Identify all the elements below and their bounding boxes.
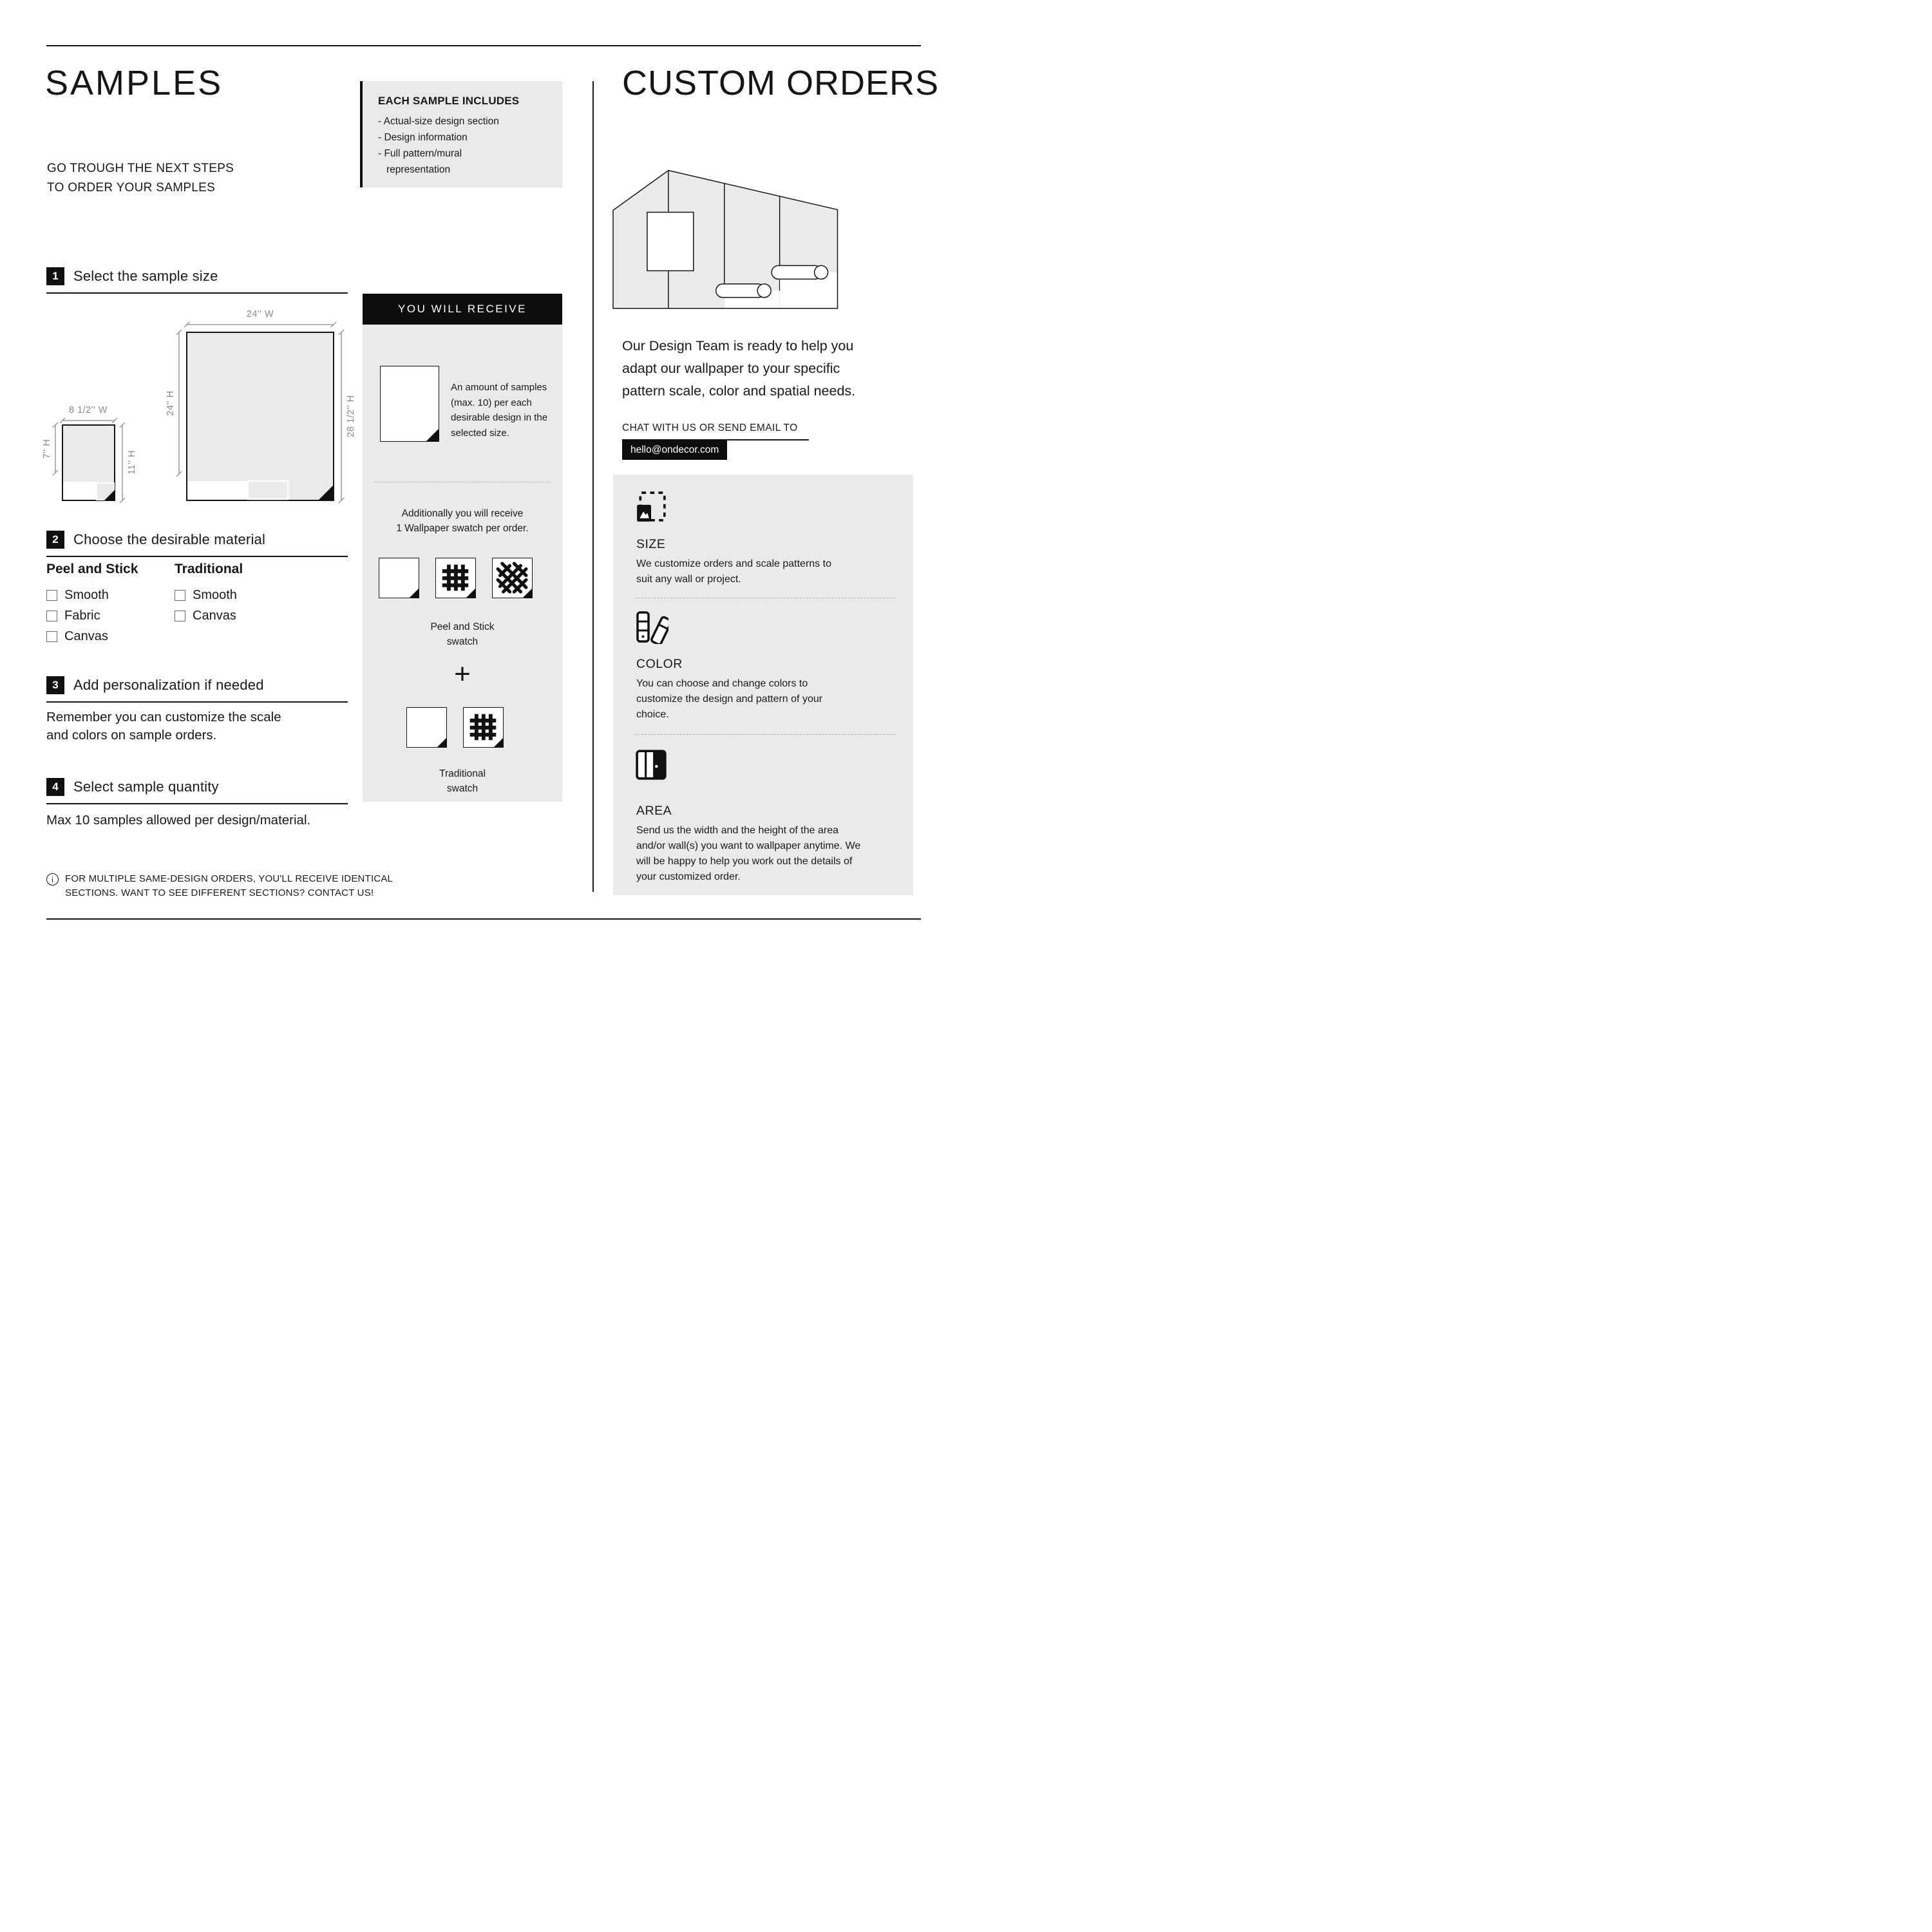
checkbox-icon[interactable] xyxy=(46,590,57,601)
feature-title-size: SIZE xyxy=(636,537,666,551)
samples-intro: GO TROUGH THE NEXT STEPS TO ORDER YOUR SAMPLES xyxy=(47,162,234,194)
material-option-peel-fabric[interactable]: Fabric xyxy=(46,605,138,626)
material-option-traditional-smooth[interactable]: Smooth xyxy=(175,585,243,605)
feature-text-color: You can choose and change colors to customize the design and pattern of your choice. xyxy=(636,678,823,720)
wallpaper-samples-brochure xyxy=(0,0,966,966)
material-column-traditional: Traditional Smooth Canvas xyxy=(175,562,243,626)
column-divider xyxy=(592,81,594,892)
peel-swatch-label: Peel and Stick swatch xyxy=(430,621,495,647)
custom-orders-title: CUSTOM ORDERS xyxy=(622,64,940,102)
step-2-header: 2 Choose the desirable material xyxy=(46,531,348,557)
swatch-grid-pattern xyxy=(463,707,504,748)
checkbox-icon[interactable] xyxy=(46,611,57,621)
feature-text-size: We customize orders and scale patterns to suit any wall or project. xyxy=(636,558,831,585)
folded-corner-icon xyxy=(409,588,419,598)
material-option-peel-canvas[interactable]: Canvas xyxy=(46,626,138,647)
footer-note: i FOR MULTIPLE SAME-DESIGN ORDERS, YOU'LL RECEIVE IDENTICAL SECTIONS. WANT TO SEE DIFFERENT SECTIONS? CONTACT US! xyxy=(46,872,393,900)
house-wallpaper-illustration xyxy=(612,161,839,309)
folded-corner-icon xyxy=(466,588,476,598)
svg-text:8 1/2'' W: 8 1/2'' W xyxy=(68,405,108,415)
info-icon: i xyxy=(46,873,59,886)
swatch-crosshatch-pattern xyxy=(492,558,533,598)
material-option-traditional-canvas[interactable]: Canvas xyxy=(175,605,243,626)
sample-sheet-illustration xyxy=(380,366,439,442)
checkbox-icon[interactable] xyxy=(175,611,185,621)
swatch-grid-pattern xyxy=(435,558,476,598)
material-option-peel-smooth[interactable]: Smooth xyxy=(46,585,138,605)
checkbox-icon[interactable] xyxy=(46,631,57,642)
top-divider xyxy=(46,45,921,46)
checkbox-icon[interactable] xyxy=(175,590,185,601)
folded-corner-icon xyxy=(437,737,447,748)
each-sample-includes-box: EACH SAMPLE INCLUDES - Actual-size design section - Design information - Full pattern/mural representation xyxy=(360,81,562,187)
svg-text:28 1/2'' H: 28 1/2'' H xyxy=(346,395,356,437)
email-link[interactable]: hello@ondecor.com xyxy=(622,440,727,460)
step-3-note: Remember you can customize the scale and colors on sample orders. xyxy=(46,710,281,743)
plus-sign: + xyxy=(454,658,471,690)
step-4-header: 4 Select sample quantity xyxy=(46,778,348,804)
step-3-number-badge: 3 xyxy=(46,676,64,694)
traditional-swatch-label: Traditional swatch xyxy=(439,768,486,794)
svg-text:24'' H: 24'' H xyxy=(166,390,176,416)
includes-item: - Full pattern/mural representation xyxy=(378,148,462,175)
design-team-intro: Our Design Team is ready to help you adapt our wallpaper to your specific pattern scale, color and spatial needs. xyxy=(622,338,856,399)
sample-size-diagram xyxy=(37,303,359,504)
large-sample-sheet xyxy=(187,332,334,500)
step-1-number-badge: 1 xyxy=(46,267,64,285)
wallpaper-roll-icon xyxy=(772,265,828,279)
door-illustration xyxy=(647,213,694,271)
bottom-divider xyxy=(46,918,921,920)
samples-title: SAMPLES xyxy=(45,64,223,102)
feature-title-area: AREA xyxy=(636,804,672,818)
chat-label: CHAT WITH US OR SEND EMAIL TO xyxy=(622,422,798,433)
feature-title-color: COLOR xyxy=(636,657,683,671)
small-sample-sheet xyxy=(62,425,115,500)
swatch-plain xyxy=(379,558,419,598)
size-icon xyxy=(635,491,667,523)
folded-corner-icon xyxy=(426,428,439,442)
svg-text:11'' H: 11'' H xyxy=(127,450,137,475)
svg-text:24'' W: 24'' W xyxy=(246,309,274,319)
includes-item: - Design information xyxy=(378,132,468,143)
swatch-plain xyxy=(406,707,447,748)
area-icon xyxy=(635,748,667,781)
step-2-number-badge: 2 xyxy=(46,531,64,549)
you-will-receive-banner: YOU WILL RECEIVE xyxy=(363,294,562,325)
step-1-header: 1 Select the sample size xyxy=(46,267,348,294)
additionally-note: Additionally you will receive 1 Wallpaper swatch per order. xyxy=(396,508,529,534)
step-4-note: Max 10 samples allowed per design/material. xyxy=(46,813,311,828)
wallpaper-roll-icon xyxy=(716,284,771,298)
feature-text-area: Send us the width and the height of the area and/or wall(s) you want to wallpaper anytime. We will be happy to help you work out the details of your customized order. xyxy=(636,825,861,882)
step-4-number-badge: 4 xyxy=(46,778,64,796)
includes-item: - Actual-size design section xyxy=(378,116,499,127)
material-column-peel: Peel and Stick Smooth Fabric Canvas xyxy=(46,562,138,647)
color-icon xyxy=(635,611,668,644)
step-3-header: 3 Add personalization if needed xyxy=(46,676,348,703)
svg-text:7'' H: 7'' H xyxy=(42,439,52,459)
dashed-divider xyxy=(635,734,895,735)
folded-corner-icon xyxy=(522,588,533,598)
folded-corner-icon xyxy=(493,737,504,748)
receive-description: An amount of samples (max. 10) per each desirable design in the selected size. xyxy=(451,382,548,439)
